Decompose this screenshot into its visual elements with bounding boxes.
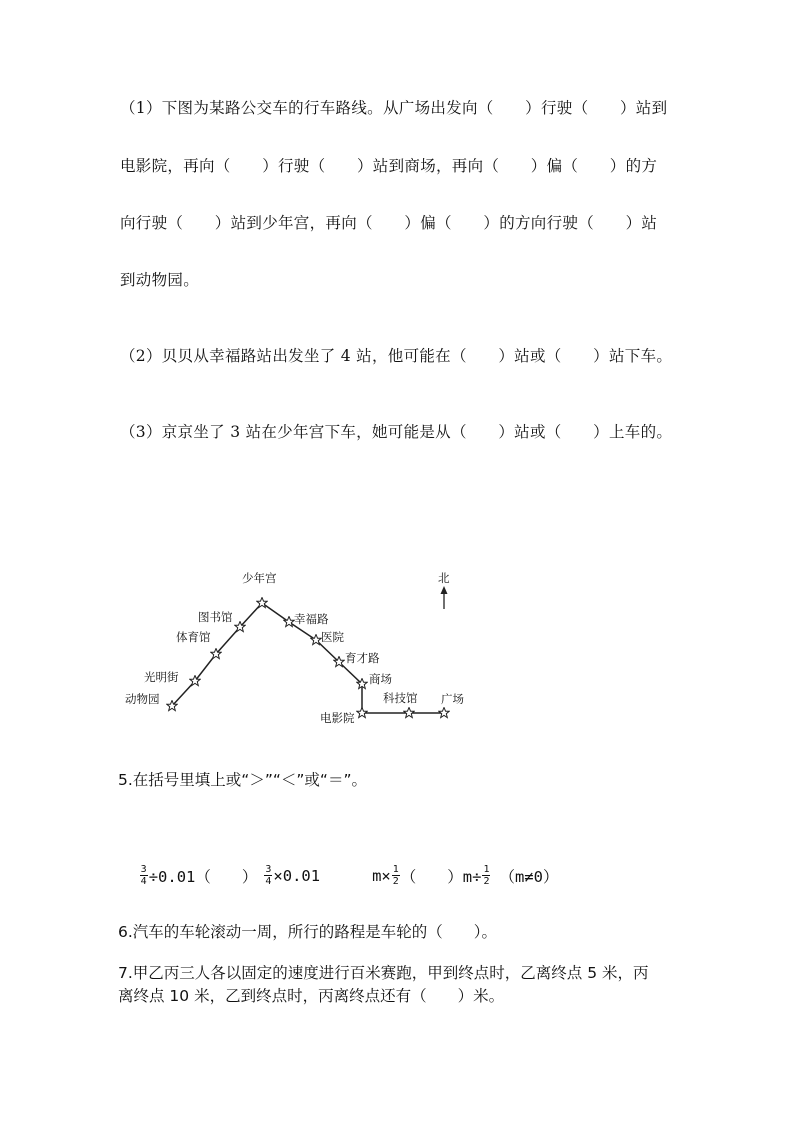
- station-label: 育才路: [345, 651, 380, 665]
- fraction-denominator: 4: [140, 876, 147, 887]
- station-label: 图书馆: [198, 610, 233, 624]
- fraction: [482, 864, 490, 887]
- q1-line-3: 向行驶（ ）站到少年宫，再向（ ）偏（ ）的方向行驶（ ）站: [120, 214, 658, 232]
- q5-math-row: [120, 846, 558, 887]
- expr-text: （m≠0）: [499, 867, 559, 886]
- q5-title: 5.在括号里填上或“＞”“＜”或“＝”。: [118, 771, 367, 789]
- expr-text: ×0.01: [273, 866, 321, 885]
- q2-text: （2）贝贝从幸福路站出发坐了 4 站，他可能在（ ）站或（ ）站下车。: [120, 347, 673, 365]
- q1-line-2: 电影院，再向（ ）行驶（ ）站到商场，再向（ ）偏（ ）的方: [120, 157, 658, 175]
- station-label: 科技馆: [383, 691, 418, 705]
- fraction: [140, 864, 148, 887]
- station-label: 光明街: [144, 670, 179, 684]
- q1-line-1: （1）下图为某路公交车的行车路线。从广场出发向（ ）行驶（ ）站到: [120, 99, 668, 117]
- north-label: 北: [438, 571, 450, 585]
- fraction: [392, 864, 400, 887]
- station-label: 动物园: [125, 692, 160, 706]
- station-label: 广场: [441, 692, 464, 706]
- expr-text: （ ）m÷: [400, 867, 482, 886]
- station-label: 医院: [321, 630, 344, 644]
- station-label: 体育馆: [176, 630, 211, 644]
- fraction-numerator: 1: [483, 864, 490, 875]
- q1-line-4: 到动物园。: [120, 271, 200, 289]
- station-label: 商场: [369, 672, 392, 686]
- q6-text: 6.汽车的车轮滚动一周，所行的路程是车轮的（ ）。: [118, 923, 498, 941]
- station-label: 幸福路: [294, 612, 329, 626]
- fraction-denominator: 2: [483, 876, 490, 887]
- fraction-denominator: 2: [392, 876, 399, 887]
- q7-line-1: 7.甲乙丙三人各以固定的速度进行百米赛跑，甲到终点时，乙离终点 5 米，丙: [118, 964, 649, 982]
- q7-line-2: 离终点 10 米，乙到终点时，丙离终点还有（ ）米。: [118, 987, 505, 1005]
- expr-text: ÷0.01（ ）: [148, 867, 258, 886]
- station-star-cinema: [357, 708, 367, 718]
- fraction-denominator: 4: [265, 876, 272, 887]
- q3-text: （3）京京坐了 3 站在少年宫下车，她可能是从（ ）站或（ ）上车的。: [120, 423, 673, 441]
- station-star-square: [439, 708, 449, 718]
- station-label: 少年宫: [242, 571, 277, 585]
- station-label: 电影院: [320, 711, 355, 725]
- expr-text: m×: [372, 866, 391, 885]
- north-arrow-icon: [441, 586, 448, 609]
- fraction-numerator: 3: [265, 864, 272, 875]
- fraction-numerator: 3: [140, 864, 147, 875]
- fraction: [264, 864, 272, 887]
- fraction-numerator: 1: [392, 864, 399, 875]
- station-star-science: [404, 708, 414, 718]
